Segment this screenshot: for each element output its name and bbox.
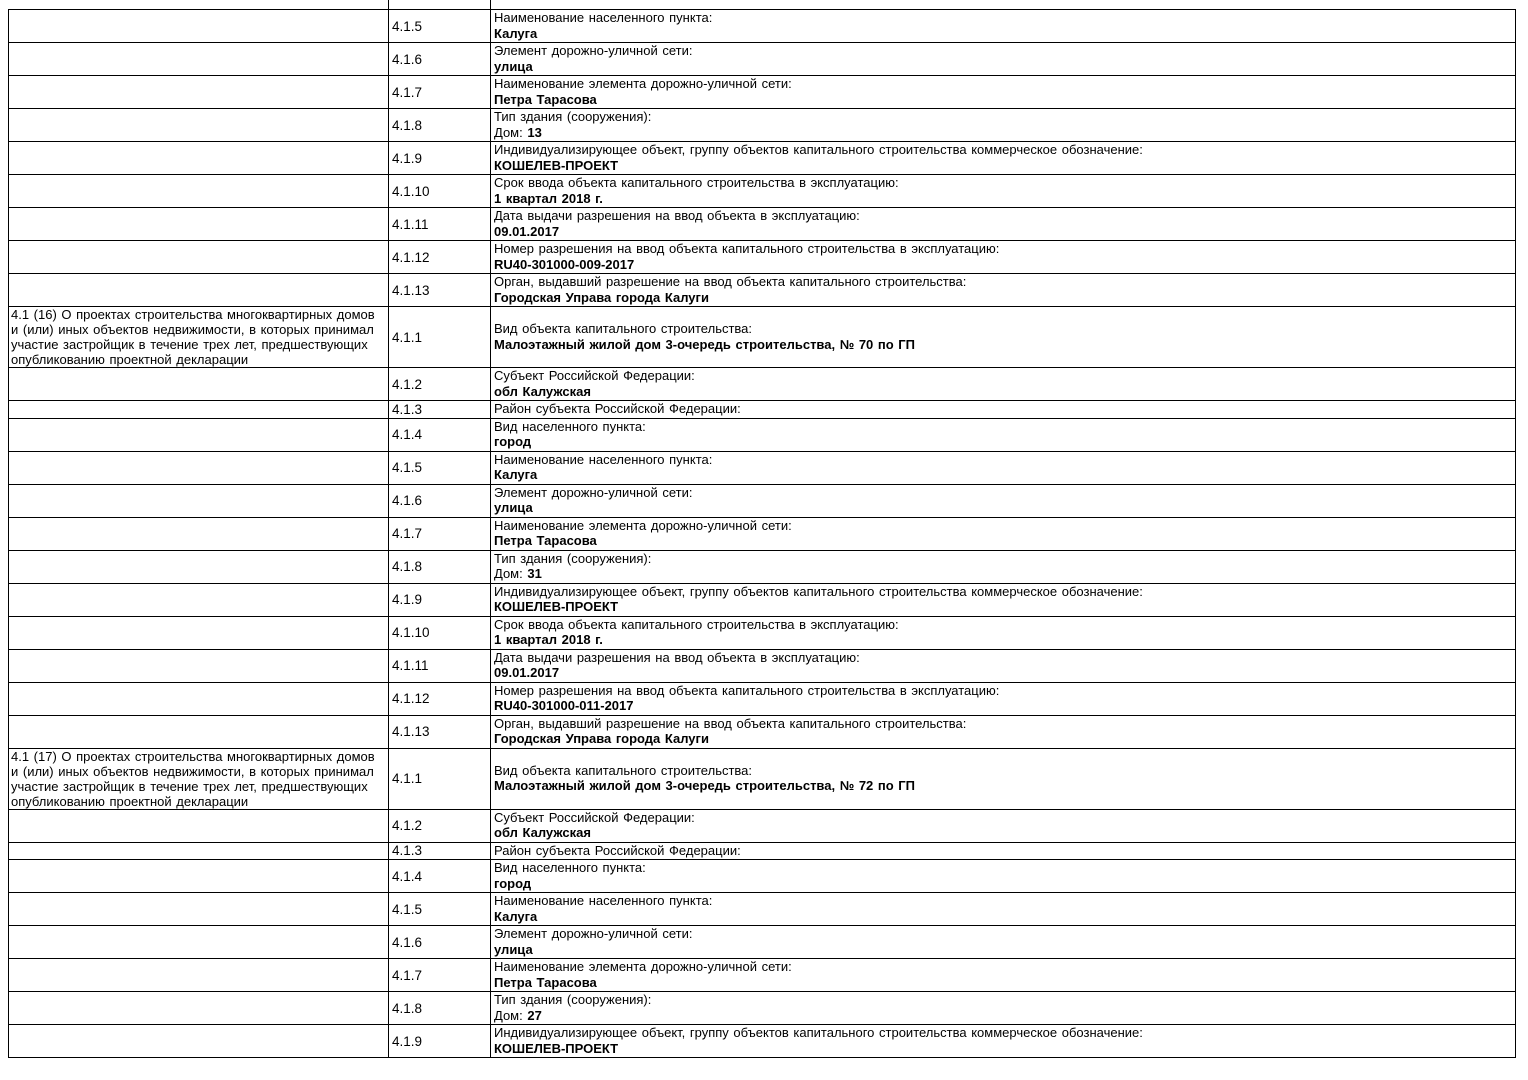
field-label: Индивидуализирующее объект, группу объектов капитального строительства коммерческое обозначение: [494,142,1143,157]
row-number: 4.1.12 [389,682,491,715]
table-row [9,10,1516,43]
section-heading-line: опубликованию проектной декларации [11,793,249,809]
table-row [9,368,1516,401]
field-value: Городская Управа города Калуги [494,731,709,746]
row-number: 4.1.3 [389,401,491,419]
row-number: 4.1.6 [389,484,491,517]
field-value [494,125,1511,141]
row-content-cell [491,368,1516,401]
row-content-cell [491,715,1516,748]
row-content-cell [491,959,1516,992]
field-value: обл Калужская [494,825,591,840]
field-label: Район субъекта Российской Федерации: [494,842,741,858]
row-number: 4.1.2 [389,368,491,401]
row-number: 4.1.13 [389,274,491,307]
row-content-cell [491,484,1516,517]
field-value-number: 27 [527,1007,542,1023]
field-value-number: 31 [527,566,542,581]
empty-left-cell [9,451,389,484]
empty-left-cell [9,401,389,419]
field-label: Орган, выдавший разрешение на ввод объекта капитального строительства: [494,274,967,289]
field-label: Вид объекта капитального строительства: [494,762,753,778]
row-content-cell [491,241,1516,274]
row-number: 4.1.8 [389,550,491,583]
field-value: улица [494,58,533,74]
table-row [9,550,1516,583]
row-content-cell [491,307,1516,368]
empty-left-cell [9,809,389,842]
empty-left-cell [9,274,389,307]
table-row [9,401,1516,419]
empty-left-cell [9,682,389,715]
cutoff-cell-content [491,0,1516,10]
table-row [9,451,1516,484]
field-label: Наименование населенного пункта: [494,10,713,25]
field-value-number: 13 [527,124,542,140]
row-number: 4.1.11 [389,649,491,682]
field-label: Наименование элемента дорожно-уличной сети: [494,959,792,974]
empty-left-cell [9,368,389,401]
field-value: КОШЕЛЕВ-ПРОЕКТ [494,599,619,614]
empty-left-cell [9,175,389,208]
field-value: Городская Управа города Калуги [494,289,709,305]
empty-left-cell [9,10,389,43]
field-value: 1 квартал 2018 г. [494,190,603,206]
table-row [9,43,1516,76]
table-row [9,1025,1516,1058]
field-value: КОШЕЛЕВ-ПРОЕКТ [494,157,619,173]
empty-left-cell [9,926,389,959]
table-row [9,809,1516,842]
field-label: Вид населенного пункта: [494,860,646,875]
field-value-prefix: Дом: [494,124,523,140]
row-number: 4.1.12 [389,241,491,274]
field-value: Петра Тарасова [494,974,597,990]
field-value-prefix: Дом: [494,1007,523,1023]
empty-left-cell [9,959,389,992]
row-number: 4.1.10 [389,616,491,649]
field-value: Петра Тарасова [494,91,597,107]
table-row [9,241,1516,274]
row-content-cell [491,616,1516,649]
row-number: 4.1.7 [389,517,491,550]
field-value: Малоэтажный жилой дом 3-очередь строительства, № 72 по ГП [494,778,916,793]
table-row [9,274,1516,307]
table-row [9,307,1516,368]
row-content-cell [491,682,1516,715]
field-value: Петра Тарасова [494,533,597,548]
field-value-prefix: Дом: [494,566,523,581]
row-content-cell [491,809,1516,842]
table-row [9,992,1516,1025]
empty-left-cell [9,109,389,142]
section-heading-line: участие застройщик в течение трех лет, предшествующих [11,778,368,794]
section-heading-line: и (или) иных объектов недвижимости, в которых принимал [11,322,374,337]
row-content-cell [491,109,1516,142]
table-row [9,649,1516,682]
row-number: 4.1.5 [389,893,491,926]
table-row [9,517,1516,550]
row-content-cell [491,274,1516,307]
field-label: Срок ввода объекта капитального строительства в эксплуатацию: [494,175,899,190]
row-number: 4.1.6 [389,43,491,76]
table-row [9,715,1516,748]
section-heading-cell [9,307,389,368]
row-number: 4.1.7 [389,959,491,992]
field-label: Дата выдачи разрешения на ввод объекта в эксплуатацию: [494,208,860,223]
row-content-cell [491,926,1516,959]
field-value: город [494,875,532,891]
row-content-cell [491,748,1516,809]
field-label: Индивидуализирующее объект, группу объектов капитального строительства коммерческое обозначение: [494,1025,1143,1040]
table-row [9,175,1516,208]
field-value: RU40-301000-009-2017 [494,256,635,272]
empty-left-cell [9,550,389,583]
section-heading-line: 4.1 (16) О проектах строительства многоквартирных домов [11,307,375,322]
field-value: Калуга [494,25,538,41]
row-content-cell [491,1025,1516,1058]
table-row [9,142,1516,175]
table-row [9,893,1516,926]
row-number: 4.1.9 [389,583,491,616]
table-row [9,959,1516,992]
field-value: RU40-301000-011-2017 [494,698,634,713]
empty-left-cell [9,517,389,550]
cutoff-row [9,0,1516,10]
section-heading-cell [9,748,389,809]
table-row [9,418,1516,451]
cutoff-cell-left [9,0,389,10]
table-row [9,616,1516,649]
field-label: Номер разрешения на ввод объекта капитального строительства в эксплуатацию: [494,682,1000,698]
row-number: 4.1.6 [389,926,491,959]
row-content-cell [491,550,1516,583]
field-label: Район субъекта Российской Федерации: [494,401,741,416]
empty-left-cell [9,43,389,76]
table-row [9,208,1516,241]
row-number: 4.1.13 [389,715,491,748]
row-content-cell [491,401,1516,419]
empty-left-cell [9,842,389,860]
section-heading-line: участие застройщик в течение трех лет, предшествующих [11,337,368,352]
row-number: 4.1.1 [389,307,491,368]
empty-left-cell [9,208,389,241]
field-value [494,1008,1511,1024]
field-label: Тип здания (сооружения): [494,992,652,1007]
empty-left-cell [9,583,389,616]
field-value: 09.01.2017 [494,665,560,680]
empty-left-cell [9,241,389,274]
field-value: 09.01.2017 [494,223,560,239]
field-label: Наименование элемента дорожно-уличной сети: [494,76,792,91]
field-label: Субъект Российской Федерации: [494,368,695,383]
row-number: 4.1.5 [389,451,491,484]
row-number: 4.1.8 [389,992,491,1025]
table-row [9,748,1516,809]
field-label: Наименование населенного пункта: [494,451,713,467]
row-content-cell [491,842,1516,860]
field-value: 1 квартал 2018 г. [494,632,603,647]
row-content-cell [491,992,1516,1025]
empty-left-cell [9,715,389,748]
table-row [9,583,1516,616]
field-value: обл Калужская [494,383,591,399]
table-row [9,76,1516,109]
row-content-cell [491,208,1516,241]
row-content-cell [491,418,1516,451]
row-content-cell [491,142,1516,175]
row-number: 4.1.11 [389,208,491,241]
field-value: Калуга [494,467,538,482]
row-number: 4.1.2 [389,809,491,842]
row-number: 4.1.8 [389,109,491,142]
empty-left-cell [9,142,389,175]
field-label: Элемент дорожно-уличной сети: [494,926,693,941]
row-number: 4.1.9 [389,142,491,175]
field-label: Орган, выдавший разрешение на ввод объекта капитального строительства: [494,715,967,731]
table-row [9,860,1516,893]
project-declaration-table [8,0,1516,1058]
table-row [9,842,1516,860]
field-value: Малоэтажный жилой дом 3-очередь строительства, № 70 по ГП [494,336,916,352]
row-number: 4.1.7 [389,76,491,109]
row-content-cell [491,10,1516,43]
empty-left-cell [9,649,389,682]
empty-left-cell [9,1025,389,1058]
empty-left-cell [9,992,389,1025]
row-number: 4.1.3 [389,842,491,860]
declaration-table-body [9,0,1516,1058]
field-label: Вид населенного пункта: [494,418,646,434]
empty-left-cell [9,860,389,893]
row-content-cell [491,649,1516,682]
row-content-cell [491,860,1516,893]
field-label: Номер разрешения на ввод объекта капитального строительства в эксплуатацию: [494,241,1000,256]
row-content-cell [491,893,1516,926]
field-value: город [494,434,532,449]
row-content-cell [491,175,1516,208]
field-value [494,566,1511,582]
section-heading-line: опубликованию проектной декларации [11,352,249,367]
section-heading-line: и (или) иных объектов недвижимости, в которых принимал [11,763,374,779]
field-label: Дата выдачи разрешения на ввод объекта в эксплуатацию: [494,649,860,665]
table-row [9,484,1516,517]
empty-left-cell [9,616,389,649]
empty-left-cell [9,484,389,517]
field-value: улица [494,941,533,957]
row-content-cell [491,517,1516,550]
cutoff-cell-number [389,0,491,10]
empty-left-cell [9,418,389,451]
table-row [9,109,1516,142]
field-value: Калуга [494,908,538,924]
field-label: Индивидуализирующее объект, группу объектов капитального строительства коммерческое обозначение: [494,583,1143,599]
row-content-cell [491,583,1516,616]
field-label: Элемент дорожно-уличной сети: [494,43,693,58]
field-label: Вид объекта капитального строительства: [494,321,753,336]
row-number: 4.1.4 [389,418,491,451]
row-number: 4.1.5 [389,10,491,43]
row-number: 4.1.1 [389,748,491,809]
row-number: 4.1.10 [389,175,491,208]
section-heading-line: 4.1 (17) О проектах строительства многоквартирных домов [11,748,375,764]
field-label: Тип здания (сооружения): [494,109,652,124]
field-label: Наименование элемента дорожно-уличной сети: [494,517,792,533]
field-value: КОШЕЛЕВ-ПРОЕКТ [494,1040,619,1056]
row-content-cell [491,451,1516,484]
field-label: Субъект Российской Федерации: [494,809,695,825]
table-row [9,682,1516,715]
row-number: 4.1.4 [389,860,491,893]
empty-left-cell [9,76,389,109]
field-label: Элемент дорожно-уличной сети: [494,484,693,500]
field-label: Срок ввода объекта капитального строительства в эксплуатацию: [494,616,899,632]
empty-left-cell [9,893,389,926]
row-content-cell [491,43,1516,76]
row-content-cell [491,76,1516,109]
field-value: улица [494,500,533,515]
table-row [9,926,1516,959]
field-label: Тип здания (сооружения): [494,550,652,566]
row-number: 4.1.9 [389,1025,491,1058]
field-label: Наименование населенного пункта: [494,893,713,908]
